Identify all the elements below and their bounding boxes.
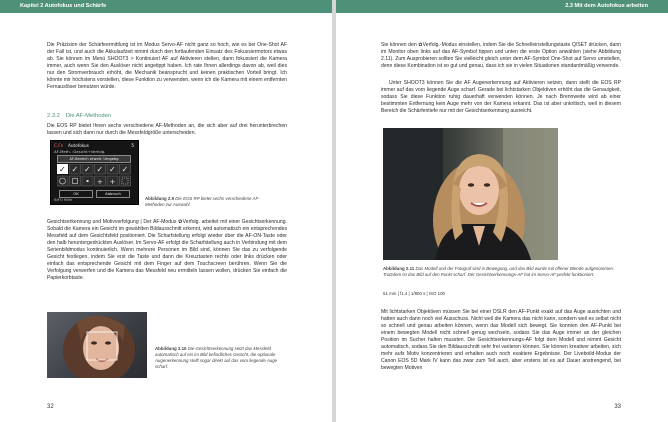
caption-text: Das Modell und der Fotograf sind in Bewegung, und das Bild wurde mit offener Blende aufgenommen. Trotzdem ist das Bild auf den Punkt scharf. Der Gesichtserkennungs-AF hat im Servo-AF perfekt funktioniert. [383,266,615,277]
exif-info: 51 mm | f1,4 | 1/800 s | ISO 100 [383,291,445,296]
portrait-photo [383,128,558,260]
caption-text: Die Gesichtserkennung setzt das Messfeld automatisch auf ein im Bild befindliches Gesicht, die optionale Augenerkennung stellt sogar direkt auf das vom liegende Auge scharf. [155,346,278,369]
section-number: 2.3.2 [47,113,60,119]
cancel-button[interactable]: Abbruch [96,190,130,198]
right-paragraph-1: Sie können den ✿Verfolg.-Modus einstellen, indem Sie die Schnelleinstellungstaste Q/SET drücken, dann im Monitor oben links auf das AF-Symbol tippen und unten die erste Option anwählen (siehe Abbildung 2.11). Zum Ausprobieren sollten Sie vielleicht gleich unter dem AF-Symbol One-Shot auf Servo umstellen, denn diese Kombination ist so gut und genau, dass ich sie in vielen Situationen standardmäßig verwende. [381,42,621,70]
left-paragraph-3: Gesichtserkennung und Motivverfolgung | Der AF-Modus ✿Verfolg. arbeitet mit einer Gesichtserkennung. Sobald die Kamera ein Gesicht im gewählten Bildausschnitt erkennt, wird automatisch ein entsprechendes Messfeld auf dem Gesichtsfeld positioniert. Die Scharfstellung erfolgt wieder über die AF-ON-Taste oder den halb heruntergedrückten Auslöser. Im Servo-AF erfolgt die Scharfstellung auch in Verbindung mit dem Serienbildmodus kontinuierlich. Wenn mehrere Personen im Bild sind, können Sie das zu verfolgende Gesicht festlegen, indem Sie erst die Taste und dann die Kreuztasten rechts oder links drücken oder einfach das entsprechende Gesicht mit dem Finger auf dem Touchscreen berühren. Wenn Sie die Verfolgung verwerfen und die Kamera das Messfeld neu ermitteln lassen wollen, drücken Sie einfach die Papierkorbtaste. [47,219,287,282]
figure-2-11-caption [383,266,623,278]
caption-label: Abbildung 2.9 [145,196,175,201]
svg-text:+: + [97,178,103,186]
svg-text:✓: ✓ [109,165,116,174]
right-paragraph-2: Unter SHOOT3 können Sie die AF Augenerkennung auf Aktivieren setzen, dann stellt die EOS RP immer auf das vorn liegende Auge scharf. Gerade bei lichtstarken Objektiven erhöht das die Genauigkeit, sodass Sie diese Funktion ruhig dauerhaft verwenden können. Je nach Brennweite wird ab einer bestimmten Entfernung kein Auge mehr von der Kamera erkannt. Das ist aber unkritisch, weil in diesem Bereich die Schärfentiefe nur mit der Gesichtserkennung ausreicht. [381,80,621,115]
face-detection-photo [47,312,147,378]
section-header-title: 2.3 Mit dem Autofokus arbeiten [565,3,648,9]
info-help[interactable]: INFO Hilfe [54,198,72,202]
af-method-icon-grid [57,164,131,188]
left-page [0,0,332,422]
right-page-header [336,0,668,13]
svg-text:✓: ✓ [84,165,91,174]
menu-tab-number: 5 [131,143,134,148]
figure-2-9-caption [145,196,275,208]
caption-text: Die EOS RP bietet sechs verschiedene AF-Methoden zur Auswahl. [145,196,260,207]
page-number: 32 [47,404,54,410]
svg-text:✓: ✓ [96,165,104,174]
caption-label: Abbildung 2.10 [155,346,187,351]
right-page [336,0,668,422]
ok-button[interactable]: OK [59,190,93,198]
menu-title: Autofokus [68,143,89,148]
svg-text:+: + [109,178,116,186]
chapter-title: Kapitel 2 Autofokus und Schärfe [20,3,107,9]
menu-icon: C.Fn [54,143,64,148]
menu-subtitle: AF-Meth. :Gesicht+Verfolg. [54,149,106,154]
svg-text:✓: ✓ [71,165,79,174]
figure-2-10-caption [155,346,290,370]
left-paragraph-1: Die Präzision der Schärfeermittlung ist im Modus Servo-AF nicht ganz so hoch, wie es bei One-Shot AF der Fall ist, und auch die Akkulaufzeit nimmt durch den fortlaufenden Einsatz des Fokussiermotors etwas ab. Sie können im Menü SHOOT3 > Kontinuierl AF auf Aktivieren stellen, dann fokussiert die Kamera immer, auch wenn Sie den Auslöser nicht angetippt haben. Ich rate Ihnen allerdings davon ab, weil dies nur den Stromverbrauch erhöht, die Mechanik beansprucht und keinen praktischen Vorteil bringt. Ich könnte mir höchstens vorstellen, diese Funktion zu verwenden, wenn ich die Kamera mit einem entfernten Fernauslöser benutzen würde. [47,42,287,91]
section-title: Die AF-Methoden [65,113,112,119]
svg-text:✓: ✓ [121,165,129,174]
page-number: 33 [614,404,621,410]
menu-selected-option[interactable]: AF-Bereich erweit. Umgebg [57,155,131,163]
caption-label: Abbildung 2.11 [383,266,415,271]
left-paragraph-2: Die EOS RP bietet Ihnen sechs verschiedene AF-Methoden an, die sich aber auf drei herunterbrechen lassen und sich dann nur durch die Messfeldgröße unterscheiden. [47,123,287,137]
right-paragraph-3: Mit lichtstarken Objektiven müssen Sie bei einer DSLR den AF-Punkt exakt auf das Auge ausrichten und hatten auch dann noch viel Ausschuss. Nicht weil die Kamera das nicht kann, sondern weil es selbst nicht so schnell und genau arbeiten können, wenn das Modell sich bewegt. Sie konnten den AF-Punkt bei einem bewegten Modell nicht schnell genug wechseln, sodass Sie das Auge immer an der gleichen Position im Sucher halten mussten. Die Gesichtserkennungs-AF folgt dem Modell und nimmt Gesicht automatisch, sodass Sie den Bildausschnitt sehr frei variieren können. Sie können kreativer arbeiten, sich mehr aufs Motiv konzentrieren und erhalten auch noch exaktere Ergebnisse. Der Liveboild-Modus der Canon EOS 5D Mark IV kann das zwar zum Teil auch, aber erstens ist es auf Dauer anstrengend, bei bewegten Motiven [381,309,621,372]
af-method-menu-screenshot [50,140,139,205]
left-page-header [0,0,332,13]
svg-text:✓: ✓ [59,165,66,174]
section-heading [47,113,111,119]
